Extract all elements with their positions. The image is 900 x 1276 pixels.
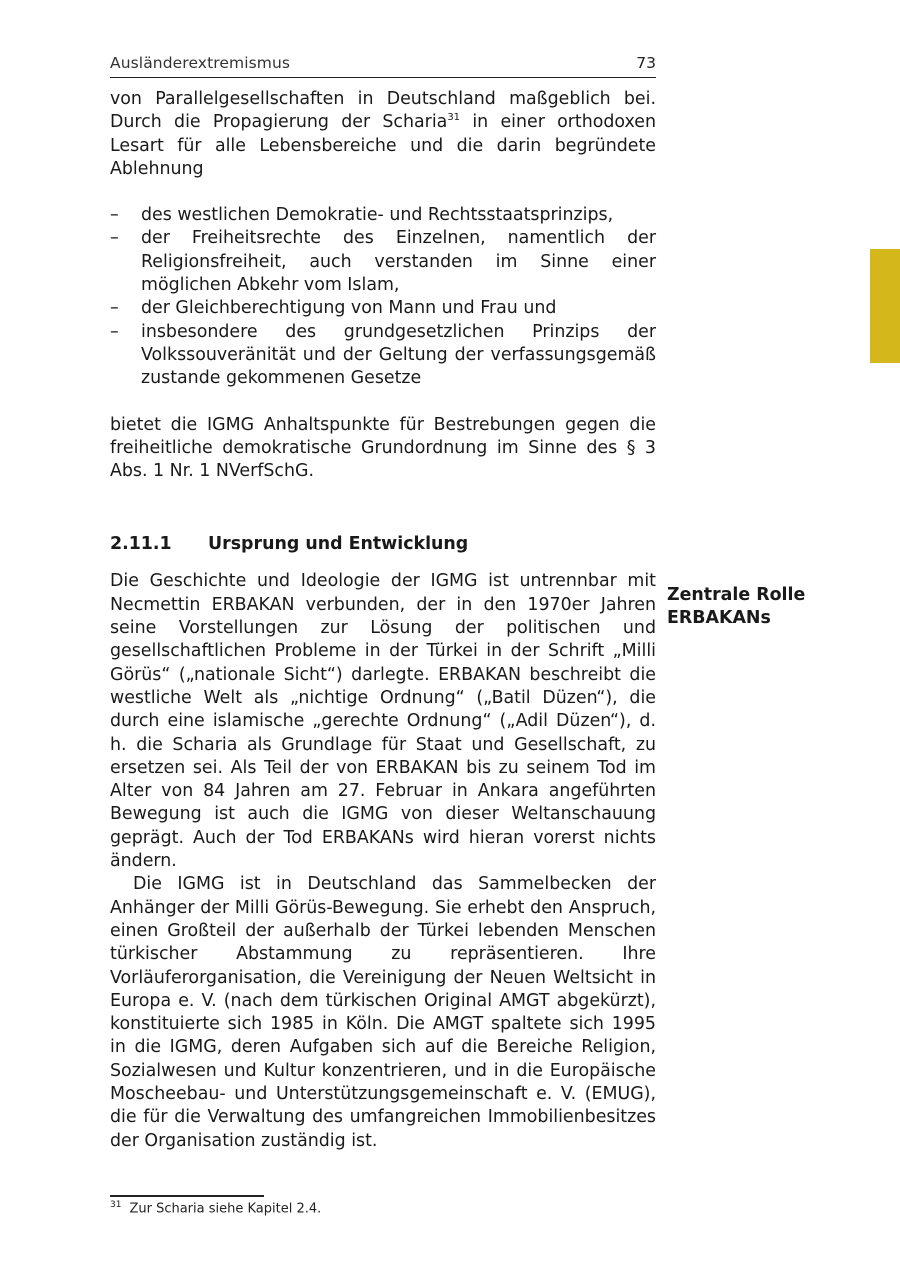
- dash-list: [110, 204, 656, 390]
- intro-paragraph: von Parallelgesellschaften in Deutschland maßgeblich bei. Durch die Propagierung der Scharia$^{31}$ in einer orthodoxen Lesart für alle Lebensbereiche und die darin begründete Ablehnung: [110, 89, 657, 179]
- section-number: 2.11.1: [110, 534, 172, 555]
- list-item: – der Freiheitsrechte des Einzelnen, namentlich der Religionsfreiheit, auch verstanden im Sinne einer möglichen Abkehr vom Islam,: [110, 227, 656, 297]
- section-heading: [110, 533, 656, 556]
- after-list-paragraph: bietet die IGMG Anhaltspunkte für Bestrebungen gegen die freiheitliche demokratische Grundordnung im Sinne des § 3 Abs. 1 Nr. 1 NVerfSchG.: [110, 414, 656, 482]
- list-item: – insbesondere des grundgesetzlichen Prinzips der Volkssouveränität und der Geltung der verfassungsgemäß zustande gekommenen Gesetze: [110, 321, 656, 391]
- list-item: – des westlichen Demokratie- und Rechtsstaatsprinzips,: [110, 204, 656, 227]
- body-paragraph-1: Die Geschichte und Ideologie der IGMG ist untrennbar mit Necmettin ERBAKAN verbunden, der in den 1970er Jahren seine Vorstellungen zur Lösung der politischen und gesellschaftlichen Probleme in der Türkei in der Schrift „Milli Görüs“ („nationale Sicht“) darlegte. ERBAKAN beschreibt die westliche Welt als „nichtige Ordnung“ („Batil Düzen“), die durch eine islamische „gerechte Ordnung“ („Adil Düzen“), d. h. die Scharia als Grundlage für Staat und Gesellschaft, zu ersetzen sei. Als Teil der von ERBAKAN bis zu seinem Tod im Alter von 84 Jahren am 27. Februar in Ankara angeführten Bewegung ist auch die IGMG von dieser Weltanschauung geprägt. Auch der Tod ERBAKANs wird hieran vorerst nichts ändern.: [110, 571, 656, 872]
- footnote-text: Zur Scharia siehe Kapitel 2.4.: [129, 1201, 322, 1217]
- margin-note: Zentrale Rolle ERBAKANs: [667, 585, 806, 629]
- footnote-rule: [110, 1195, 264, 1197]
- chapter-thumb-tab: [870, 249, 900, 363]
- body-paragraph-2: Die IGMG ist in Deutschland das Sammelbecken der Anhänger der Milli Görüs-Bewegung. Sie erhebt den Anspruch, einen Großteil der außerhalb der Türkei lebenden Menschen türkischer Abstammung zu repräsentieren. Ihre Vorläuferorganisation, die Vereinigung der Neuen Weltsicht in Europa e. V. (nach dem türkischen Original AMGT abgekürzt), konstituierte sich 1985 in Köln. Die AMGT spaltete sich 1995 in die IGMG, deren Aufgaben sich auf die Bereiche Religion, Sozialwesen und Kultur konzentrieren, und in die Europäische Moscheebau- und Unterstützungsgemeinschaft e. V. (EMUG), die für die Verwaltung des umfangreichen Immobilienbesitzes der Organisation zuständig ist.: [110, 874, 656, 1151]
- footnote: [110, 1200, 321, 1216]
- list-item: – der Gleichberechtigung von Mann und Frau und: [110, 297, 656, 320]
- running-header-title: Ausländerextremismus: [110, 54, 291, 72]
- main-text-column: [110, 88, 656, 1153]
- footnote-reference: 31: [447, 111, 461, 123]
- header-rule: [110, 77, 656, 78]
- footnote-number: 31: [110, 1200, 122, 1210]
- section-title: Ursprung und Entwicklung: [208, 534, 469, 555]
- page-number: 73: [636, 54, 656, 72]
